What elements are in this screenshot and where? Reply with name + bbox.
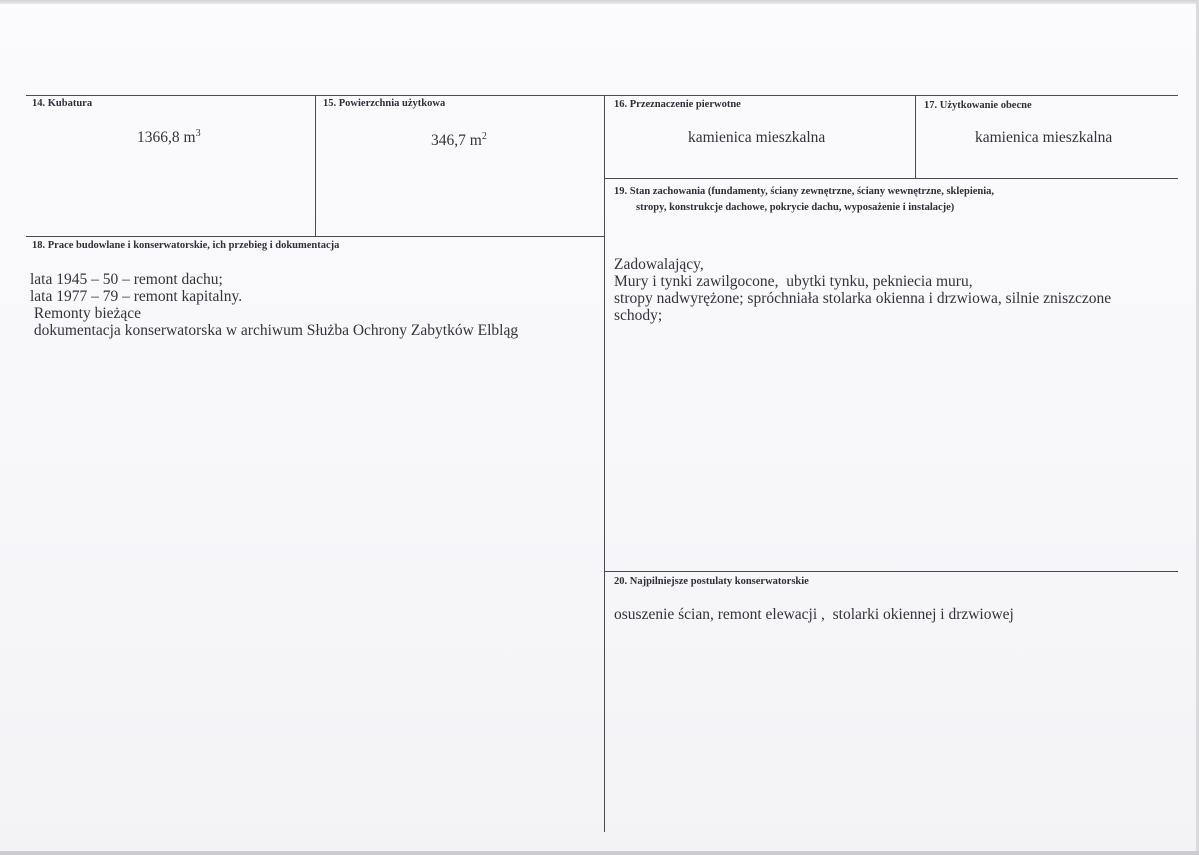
field-15-exponent: 2	[481, 130, 487, 142]
field-15-value	[431, 132, 487, 150]
field-18-content	[30, 271, 518, 339]
field-19-label-line-1: 19. Stan zachowania (fundamenty, ściany zewnętrzne, ściany wewnętrzne, sklepienia,	[614, 186, 995, 197]
grid-line-v-center	[604, 95, 605, 832]
field-15-label: 15. Powierzchnia użytkowa	[323, 98, 446, 109]
grid-line-above-20	[604, 571, 1178, 572]
field-19-line-2: Mury i tynki zawilgocone, ubytki tynku, pekniecia muru,	[614, 273, 973, 290]
field-19-line-4: schody;	[614, 307, 663, 324]
field-19-content	[614, 256, 1111, 324]
field-19-line-3: stropy nadwyrężone; spróchniała stolarka okienna i drzwiowa, silnie zniszczone	[614, 290, 1112, 307]
scan-top-edge	[0, 0, 1199, 4]
field-18-line-1: lata 1945 – 50 – remont dachu;	[30, 271, 223, 288]
grid-line-under-14-15	[26, 236, 604, 237]
field-14-number: 1366,8 m	[137, 129, 196, 146]
field-19-label-line-2: stropy, konstrukcje dachowe, pokrycie dachu, wyposażenie i instalacje)	[636, 202, 955, 213]
field-16-label: 16. Przeznaczenie pierwotne	[614, 99, 741, 110]
field-14-value	[137, 129, 201, 147]
field-16-value: kamienica mieszkalna	[688, 129, 826, 146]
field-20-label: 20. Najpilniejsze postulaty konserwatorskie	[614, 576, 809, 587]
grid-line-v-16-17	[915, 95, 916, 178]
field-15-number: 346,7 m	[431, 132, 482, 149]
field-17-label: 17. Użytkowanie obecne	[924, 100, 1032, 111]
scan-bottom-edge	[0, 851, 1199, 855]
field-18-line-4: dokumentacja konserwatorska w archiwum Służba Ochrony Zabytków Elbląg	[30, 322, 519, 339]
field-14-label: 14. Kubatura	[32, 98, 93, 109]
field-19-line-1: Zadowalający,	[614, 256, 704, 273]
field-18-line-2: lata 1977 – 79 – remont kapitalny.	[30, 288, 243, 305]
field-14-exponent: 3	[195, 127, 201, 139]
field-18-line-3: Remonty bieżące	[30, 305, 142, 322]
grid-line-v-14-15	[315, 95, 316, 236]
field-18-label: 18. Prace budowlane i konserwatorskie, ich przebieg i dokumentacja	[32, 240, 340, 251]
grid-line-under-16-17	[604, 178, 1178, 179]
field-17-value: kamienica mieszkalna	[975, 129, 1113, 146]
field-20-value: osuszenie ścian, remont elewacji , stolarki okiennej i drzwiowej	[614, 606, 1014, 623]
grid-line-top	[26, 95, 1178, 96]
